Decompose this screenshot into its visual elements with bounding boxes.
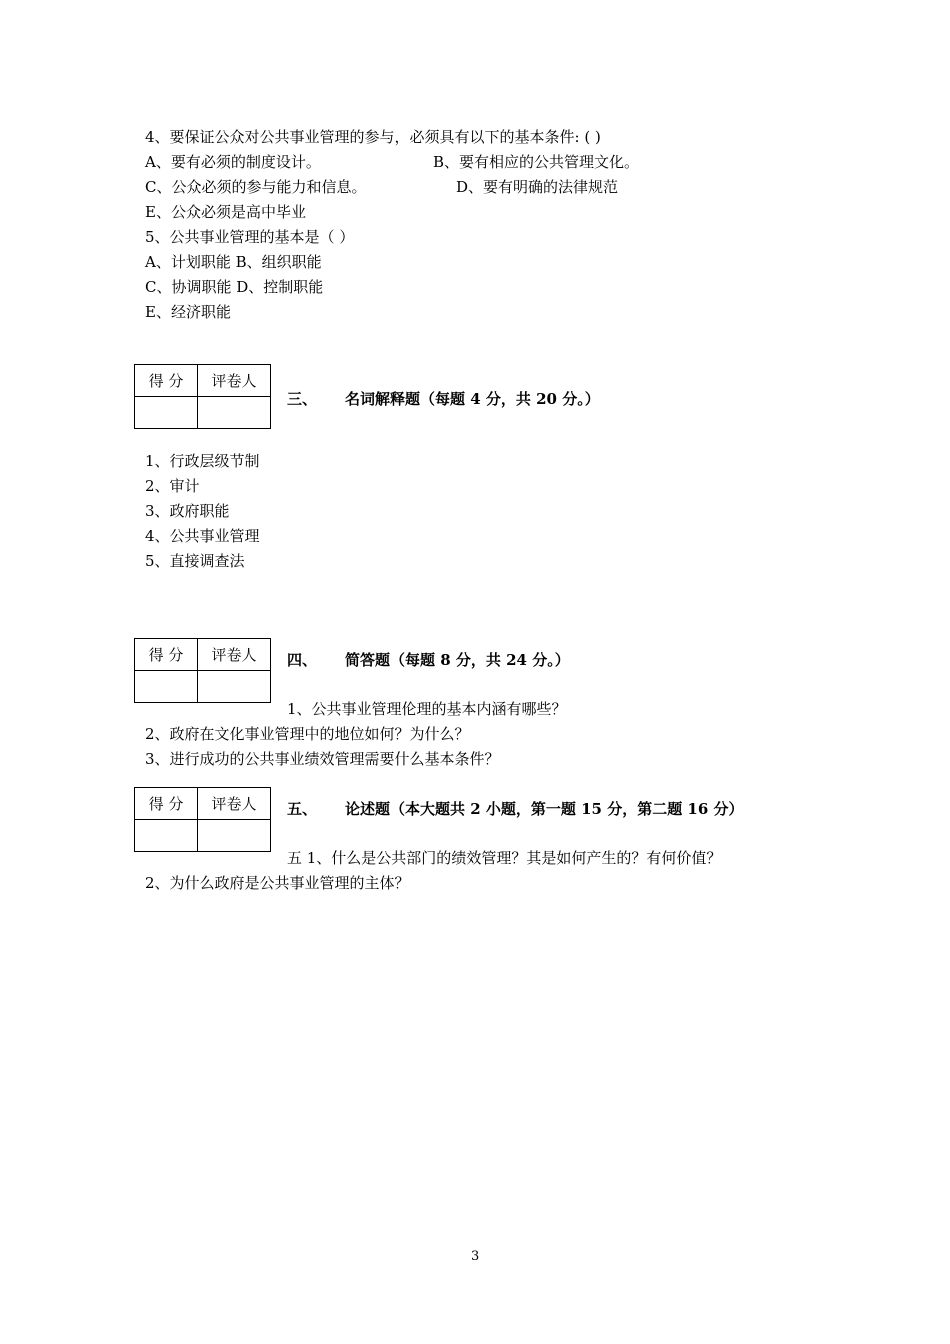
page-number: 3 [471, 1249, 480, 1264]
section3-item-5: 5、直接调查法 [145, 552, 245, 570]
section5-title: 论述题（本大题共 2 小题，第一题 15 分，第二题 16 分） [345, 800, 744, 818]
score-label: 得 分 [135, 788, 198, 820]
section4-number: 四、 [287, 651, 318, 669]
q5-option-e: E、经济职能 [145, 303, 231, 321]
grader-label: 评卷人 [198, 639, 271, 671]
section4-heading [287, 650, 570, 670]
score-label: 得 分 [135, 639, 198, 671]
section4-item-3: 3、进行成功的公共事业绩效管理需要什么基本条件？ [145, 750, 500, 768]
grader-cell[interactable] [198, 820, 271, 852]
section3-number: 三、 [287, 390, 318, 408]
q4-option-b: B、要有相应的公共管理文化。 [433, 153, 640, 171]
q5-options-ab: A、计划职能 B、组织职能 [145, 253, 322, 271]
section5-heading [287, 799, 744, 819]
score-box-section3 [134, 364, 271, 429]
section5-item-1: 五 1、什么是公共部门的绩效管理？其是如何产生的？有何价值？ [287, 849, 722, 867]
section3-item-3: 3、政府职能 [145, 502, 230, 520]
section4-item-1: 1、公共事业管理伦理的基本内涵有哪些？ [287, 700, 567, 718]
section3-item-4: 4、公共事业管理 [145, 527, 260, 545]
q4-option-a: A、要有必须的制度设计。 [145, 153, 321, 171]
score-cell[interactable] [135, 397, 198, 429]
section3-heading [287, 389, 600, 409]
q5-options-cd: C、协调职能 D、控制职能 [145, 278, 324, 296]
q4-stem: 4、要保证公众对公共事业管理的参与，必须具有以下的基本条件: ( ) [145, 128, 601, 146]
section5-number: 五、 [287, 800, 318, 818]
score-box-section5 [134, 787, 271, 852]
section3-item-2: 2、审计 [145, 477, 200, 495]
grader-cell[interactable] [198, 671, 271, 703]
grader-label: 评卷人 [198, 788, 271, 820]
score-label: 得 分 [135, 365, 198, 397]
score-cell[interactable] [135, 820, 198, 852]
q4-option-d: D、要有明确的法律规范 [456, 178, 619, 196]
q4-option-c: C、公众必须的参与能力和信息。 [145, 178, 367, 196]
section3-title: 名词解释题（每题 4 分，共 20 分。） [345, 390, 600, 408]
section4-item-2: 2、政府在文化事业管理中的地位如何？为什么？ [145, 725, 470, 743]
score-box-section4 [134, 638, 271, 703]
q5-stem: 5、公共事业管理的基本是（ ） [145, 228, 355, 246]
section5-item-2: 2、为什么政府是公共事业管理的主体？ [145, 874, 410, 892]
section3-item-1: 1、行政层级节制 [145, 452, 260, 470]
grader-cell[interactable] [198, 397, 271, 429]
score-cell[interactable] [135, 671, 198, 703]
section4-title: 简答题（每题 8 分，共 24 分。） [345, 651, 570, 669]
grader-label: 评卷人 [198, 365, 271, 397]
q4-option-e: E、公众必须是高中毕业 [145, 203, 306, 221]
